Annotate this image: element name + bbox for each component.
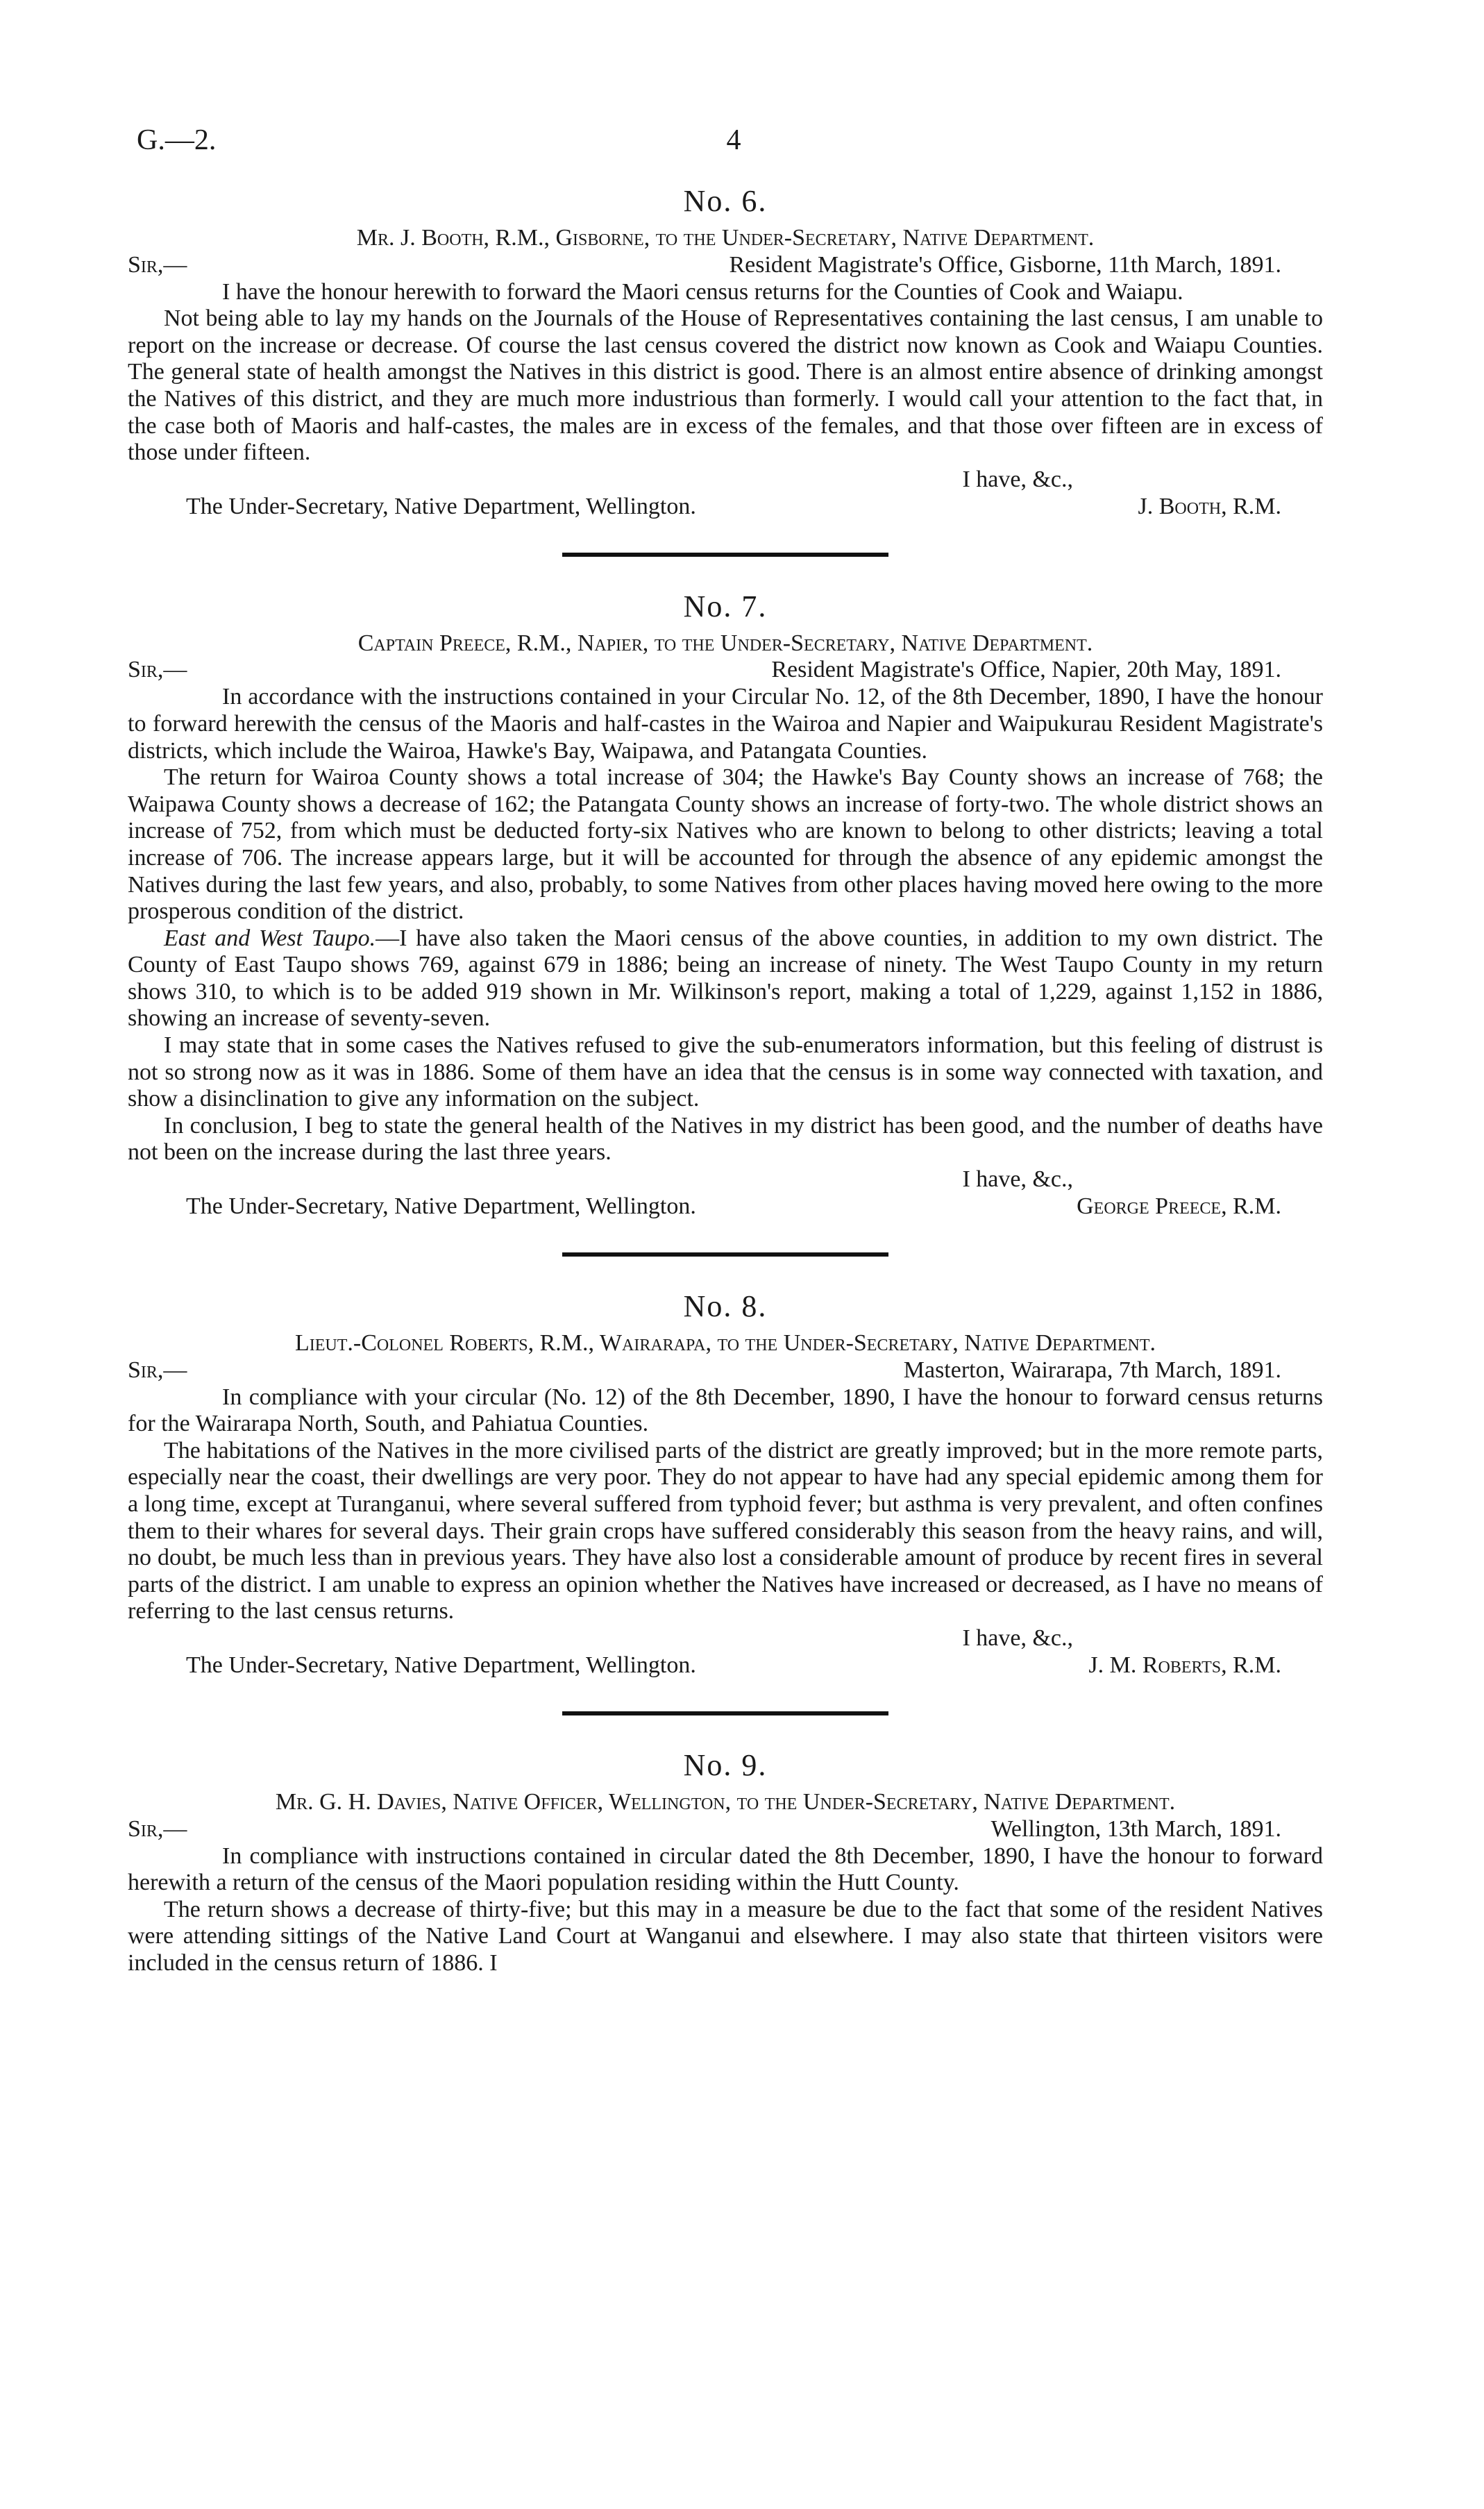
signature: J. Booth, R.M. [1138, 493, 1281, 519]
letter-number: No. 9. [683, 1747, 768, 1782]
closing-phrase: I have, &c., [962, 466, 1073, 492]
paragraph: Not being able to lay my hands on the Journals of the House of Representatives containing the last census, I am unable to report on the increase or decrease. Of course the last census covered the district now known as Cook and Waiapu Counties. The general state of health amongst the Natives in this district is good. There is an almost entire absence of drinking amongst the Natives of this district, and they are much more industrious than formerly. I would call your attention to the fact that, in the case both of Maoris and half-castes, the males are in excess of the females, and that those over fifteen are in excess of those under fifteen. [128, 305, 1323, 466]
paragraph: In compliance with your circular (No. 12) of the 8th December, 1890, I have the honour to forward census returns for the Wairarapa North, South, and Pahiatua Counties. [128, 1384, 1323, 1437]
addressee: The Under-Secretary, Native Department, Wellington. [186, 1652, 696, 1678]
signature: J. M. Roberts, R.M. [1088, 1652, 1281, 1678]
letter-number: No. 8. [683, 1289, 768, 1324]
addressee: The Under-Secretary, Native Department, Wellington. [186, 1193, 696, 1220]
letter-number: No. 6. [683, 184, 768, 218]
salutation: Sir,— [128, 1815, 187, 1842]
letter-no-9 [128, 1746, 1323, 1977]
page-body [128, 182, 1323, 1977]
letter-number: No. 7. [683, 589, 768, 623]
letter-from-to: Captain Preece, R.M., Napier, to the Under-Secretary, Native Department. [357, 630, 1093, 656]
letter-no-6 [128, 182, 1323, 521]
page-header [137, 124, 1331, 165]
salutation: Sir,— [128, 657, 187, 683]
section-divider [562, 1252, 888, 1257]
place-date: Resident Magistrate's Office, Napier, 20th May, 1891. [771, 657, 1281, 683]
salutation: Sir,— [128, 1357, 187, 1383]
paragraph [128, 925, 1323, 1032]
page-number: 4 [726, 124, 741, 156]
paragraph: The return for Wairoa County shows a total increase of 304; the Hawke's Bay County shows an increase of 768; the Waipawa County shows a decrease of 162; the Patangata County shows an increase of forty-two. The whole district shows an increase of 752, from which must be deducted forty-six Natives who are known to belong to other districts; leaving a total increase of 706. The increase appears large, but it will be accounted for through the absence of any epidemic amongst the Natives during the last few years, and also, probably, to some Natives from other places having moved here owing to the more prosperous condition of the district. [128, 764, 1323, 925]
addressee: The Under-Secretary, Native Department, Wellington. [186, 493, 696, 519]
paragraph: I have the honour herewith to forward the Maori census returns for the Counties of Cook and Waiapu. [222, 278, 1183, 305]
place-date: Masterton, Wairarapa, 7th March, 1891. [903, 1357, 1281, 1383]
letter-no-8 [128, 1287, 1323, 1679]
paragraph: In compliance with instructions contained in circular dated the 8th December, 1890, I have the honour to forward herewith a return of the census of the Maori population residing within the Hutt County. [128, 1843, 1323, 1896]
paragraph: I may state that in some cases the Natives refused to give the sub-enumerators information, but this feeling of distrust is not so strong now as it was in 1886. Some of them have an idea that the census is in some way connected with taxation, and show a disinclination to give any information on the subject. [128, 1032, 1323, 1112]
paragraph: In conclusion, I beg to state the general health of the Natives in my district has been good, and the number of deaths have not been on the increase during the last three years. [128, 1112, 1323, 1166]
section-divider [562, 553, 888, 557]
place-date: Wellington, 13th March, 1891. [990, 1815, 1281, 1842]
document-reference: G.—2. [137, 124, 217, 156]
signature: George Preece, R.M. [1077, 1193, 1281, 1220]
paragraph: The return shows a decrease of thirty-five; but this may in a measure be due to the fact that some of the resident Natives were attending sittings of the Native Land Court at Wanganui and elsewhere. I may also state that thirteen visitors were included in the census return of 1886. I [128, 1896, 1323, 1976]
letter-no-7 [128, 587, 1323, 1220]
letter-from-to: Mr. G. H. Davies, Native Officer, Wellington, to the Under-Secretary, Native Department. [275, 1788, 1176, 1815]
place-date: Resident Magistrate's Office, Gisborne, 11th March, 1891. [729, 251, 1281, 278]
closing-phrase: I have, &c., [962, 1166, 1073, 1193]
italic-lead: East and West Taupo. [164, 925, 376, 951]
closing-phrase: I have, &c., [962, 1625, 1073, 1651]
letter-from-to: Mr. J. Booth, R.M., Gisborne, to the Under-Secretary, Native Department. [356, 225, 1095, 251]
letter-from-to: Lieut.-Colonel Roberts, R.M., Wairarapa, to the Under-Secretary, Native Department. [294, 1330, 1156, 1357]
paragraph: In accordance with the instructions contained in your Circular No. 12, of the 8th December, 1890, I have the honour to forward herewith the census of the Maoris and half-castes in the Wairoa and Napier and Waipukurau Resident Magistrate's districts, which include the Wairoa, Hawke's Bay, Waipawa, and Patangata Counties. [128, 684, 1323, 764]
paragraph-text: —I have also taken the Maori census of the above counties, in addition to my own district. The County of East Taupo shows 769, against 679 in 1886; being an increase of ninety. The West Taupo County in my return shows 310, to which is to be added 919 shown in Mr. Wilkinson's report, making a total of 1,229, against 1,152 in 1886, showing an increase of seventy-seven. [128, 925, 1323, 1032]
section-divider [562, 1711, 888, 1715]
paragraph: The habitations of the Natives in the more civilised parts of the district are greatly improved; but in the more remote parts, especially near the coast, their dwellings are very poor. They do not appear to have had any special epidemic among them for a long time, except at Turanganui, where several suffered from typhoid fever; but asthma is very prevalent, and often confines them to their whares for several days. Their grain crops have suffered considerably this season from the heavy rains, and will, no doubt, be much less than in previous years. They have also lost a considerable amount of produce by recent fires in several parts of the district. I am unable to express an opinion whether the Natives have increased or decreased, as I have no means of referring to the last census returns. [128, 1437, 1323, 1625]
salutation: Sir,— [128, 251, 187, 278]
